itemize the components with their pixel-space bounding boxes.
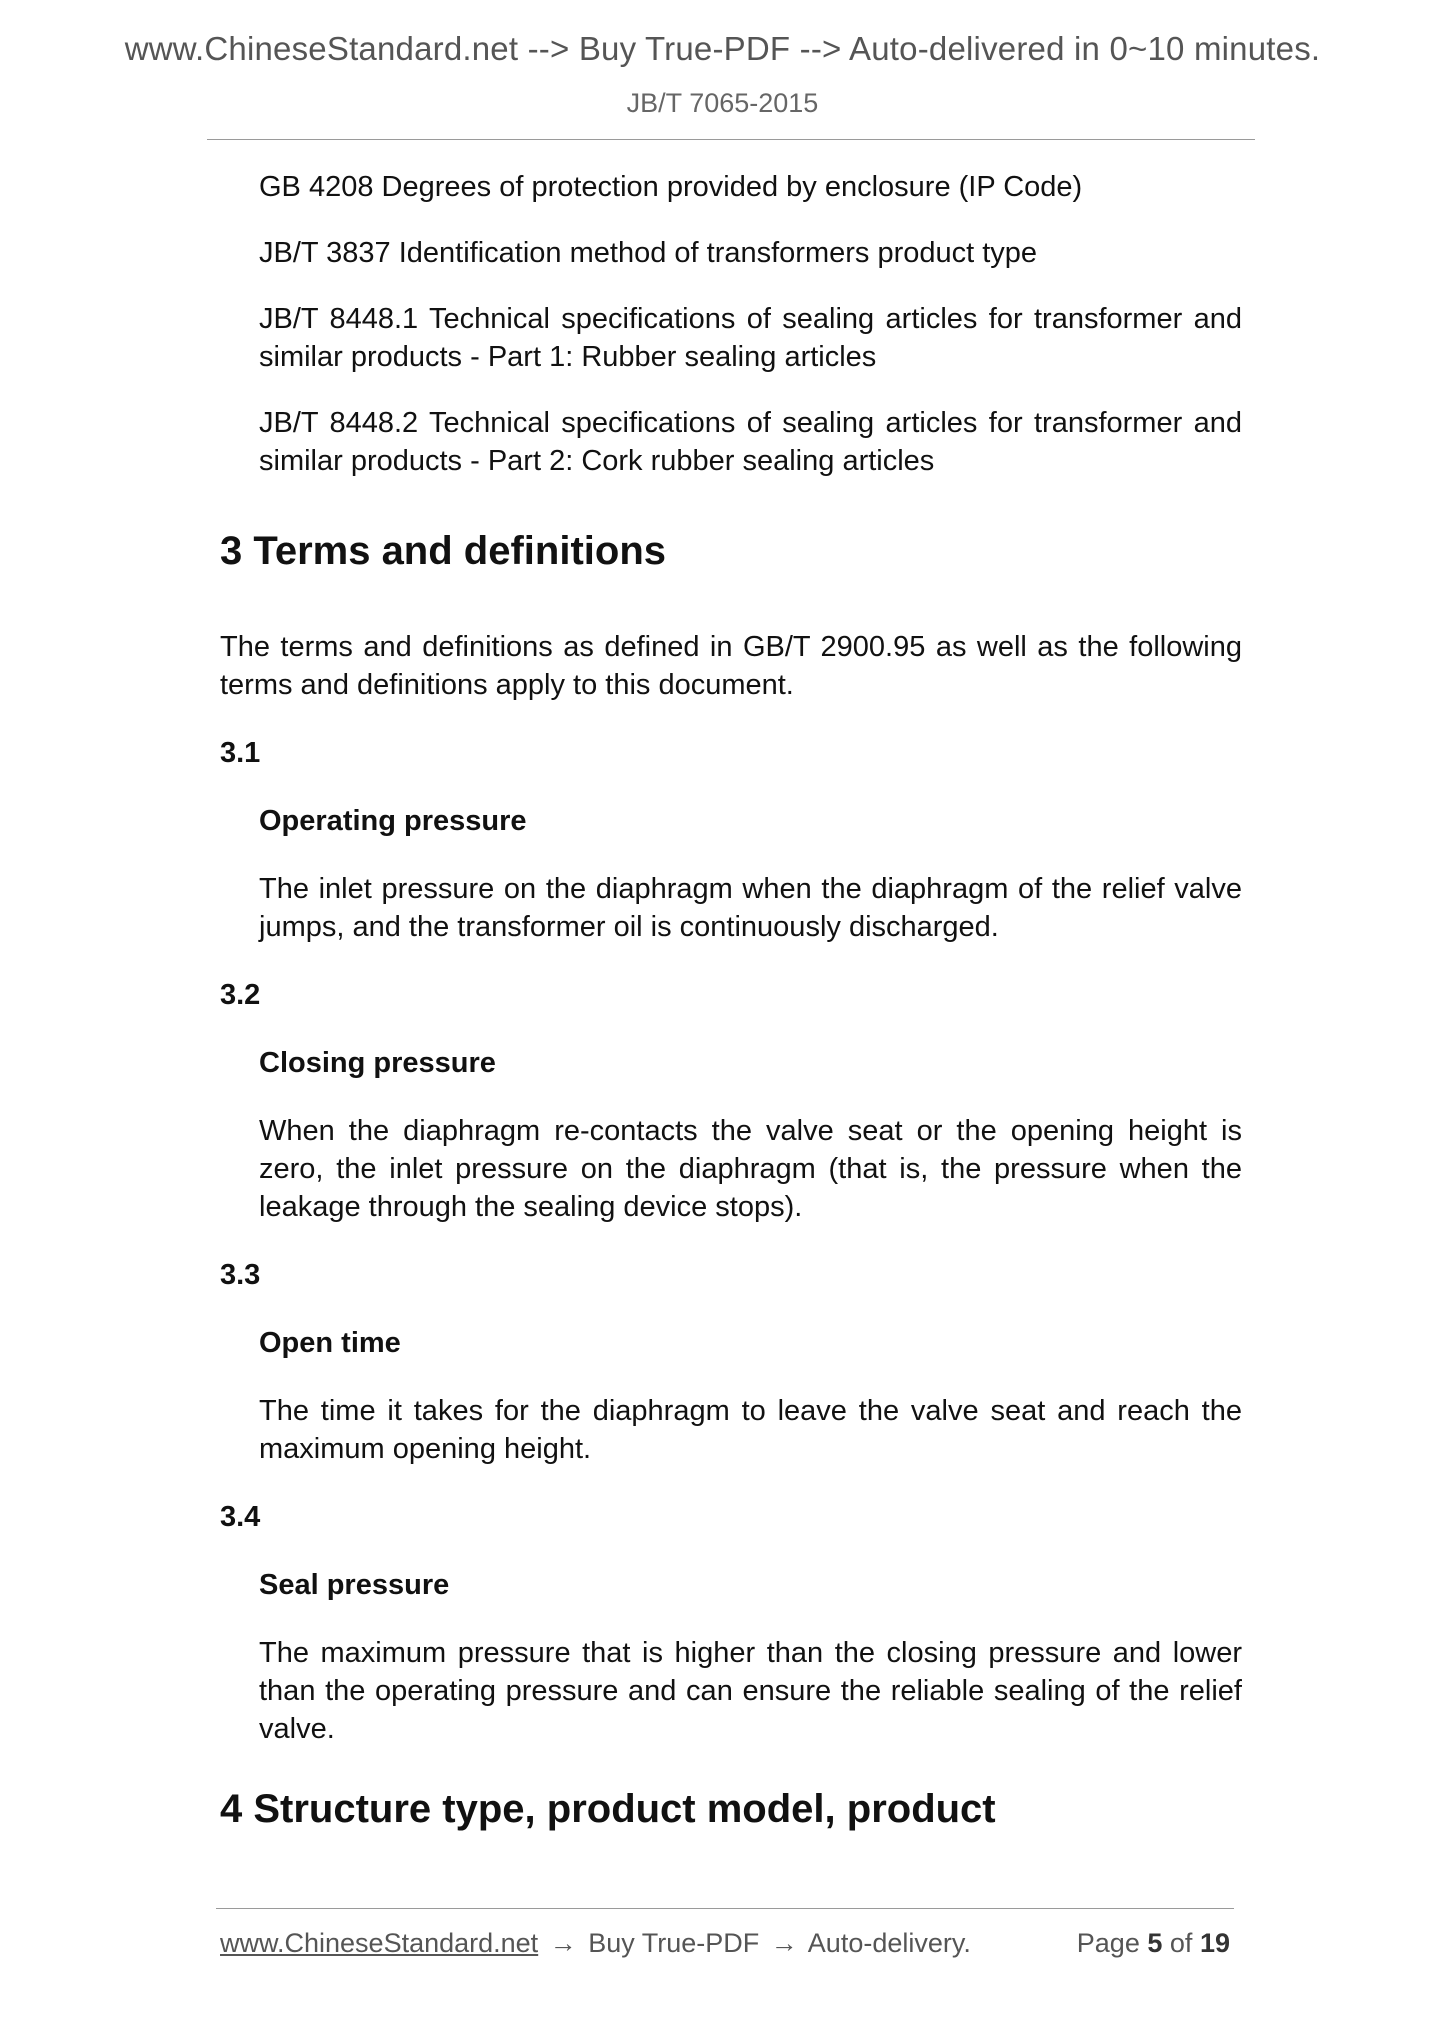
normative-references-list: [220, 168, 1242, 480]
page-number: [1077, 1928, 1230, 1959]
term-number: 3.3: [220, 1259, 261, 1291]
footer-site-link[interactable]: www.ChineseStandard.net: [220, 1928, 539, 1958]
section-3-intro: The terms and definitions as defined in GB/T 2900.95 as well as the following terms and definitions apply to this document.: [220, 631, 1242, 701]
page-content: [220, 168, 1242, 1886]
term-number: 3.2: [220, 979, 261, 1011]
page-footer: [220, 1928, 1230, 1959]
term-definition: When the diaphragm re-contacts the valve seat or the opening height is zero, the inlet pressure on the diaphragm (that is, the pressure when the leakage through the sealing device stops).: [259, 1115, 1242, 1223]
total-pages: 19: [1199, 1928, 1230, 1958]
term-3-4: [220, 1498, 1242, 1748]
term-name: Operating pressure: [259, 805, 527, 837]
term-name: Open time: [259, 1327, 401, 1359]
current-page: 5: [1147, 1928, 1163, 1958]
term-number: 3.1: [220, 737, 261, 769]
term-definition: The maximum pressure that is higher than the closing pressure and lower than the operating pressure and can ensure the reliable sealing of the relief valve.: [259, 1637, 1242, 1745]
section-3-heading: 3 Terms and definitions: [220, 529, 666, 573]
term-definition: The inlet pressure on the diaphragm when the diaphragm of the relief valve jumps, and the transformer oil is continuously discharged.: [259, 873, 1242, 943]
footer-delivery-text: Auto-delivery.: [807, 1928, 971, 1958]
header-banner: www.ChineseStandard.net --> Buy True-PDF --> Auto-delivered in 0~10 minutes.: [124, 30, 1321, 67]
of-label: of: [1169, 1928, 1193, 1958]
page-label: Page: [1076, 1928, 1140, 1958]
header-divider: [207, 139, 1255, 140]
reference-item: JB/T 8448.2 Technical specifications of sealing articles for transformer and similar products - Part 2: Cork rubber sealing articles: [259, 407, 1242, 477]
arrow-right-icon: →: [549, 1928, 577, 1958]
term-3-3: [220, 1256, 1242, 1468]
term-3-2: [220, 976, 1242, 1226]
term-name: Closing pressure: [259, 1047, 496, 1079]
reference-item: GB 4208 Degrees of protection provided by enclosure (IP Code): [259, 171, 1083, 203]
term-number: 3.4: [220, 1501, 261, 1533]
footer-divider: [216, 1908, 1234, 1909]
reference-item: JB/T 8448.1 Technical specifications of sealing articles for transformer and similar products - Part 1: Rubber sealing articles: [259, 303, 1242, 373]
term-definition: The time it takes for the diaphragm to leave the valve seat and reach the maximum opening height.: [259, 1395, 1242, 1465]
footer-buy-text: Buy True-PDF: [588, 1928, 760, 1958]
reference-item: JB/T 3837 Identification method of transformers product type: [259, 237, 1038, 269]
term-name: Seal pressure: [259, 1569, 450, 1601]
footer-promo: [220, 1928, 971, 1959]
document-code: JB/T 7065-2015: [626, 88, 819, 118]
section-4-heading: 4 Structure type, product model, product: [220, 1787, 996, 1831]
term-3-1: [220, 734, 1242, 946]
arrow-right-icon: →: [770, 1928, 798, 1958]
